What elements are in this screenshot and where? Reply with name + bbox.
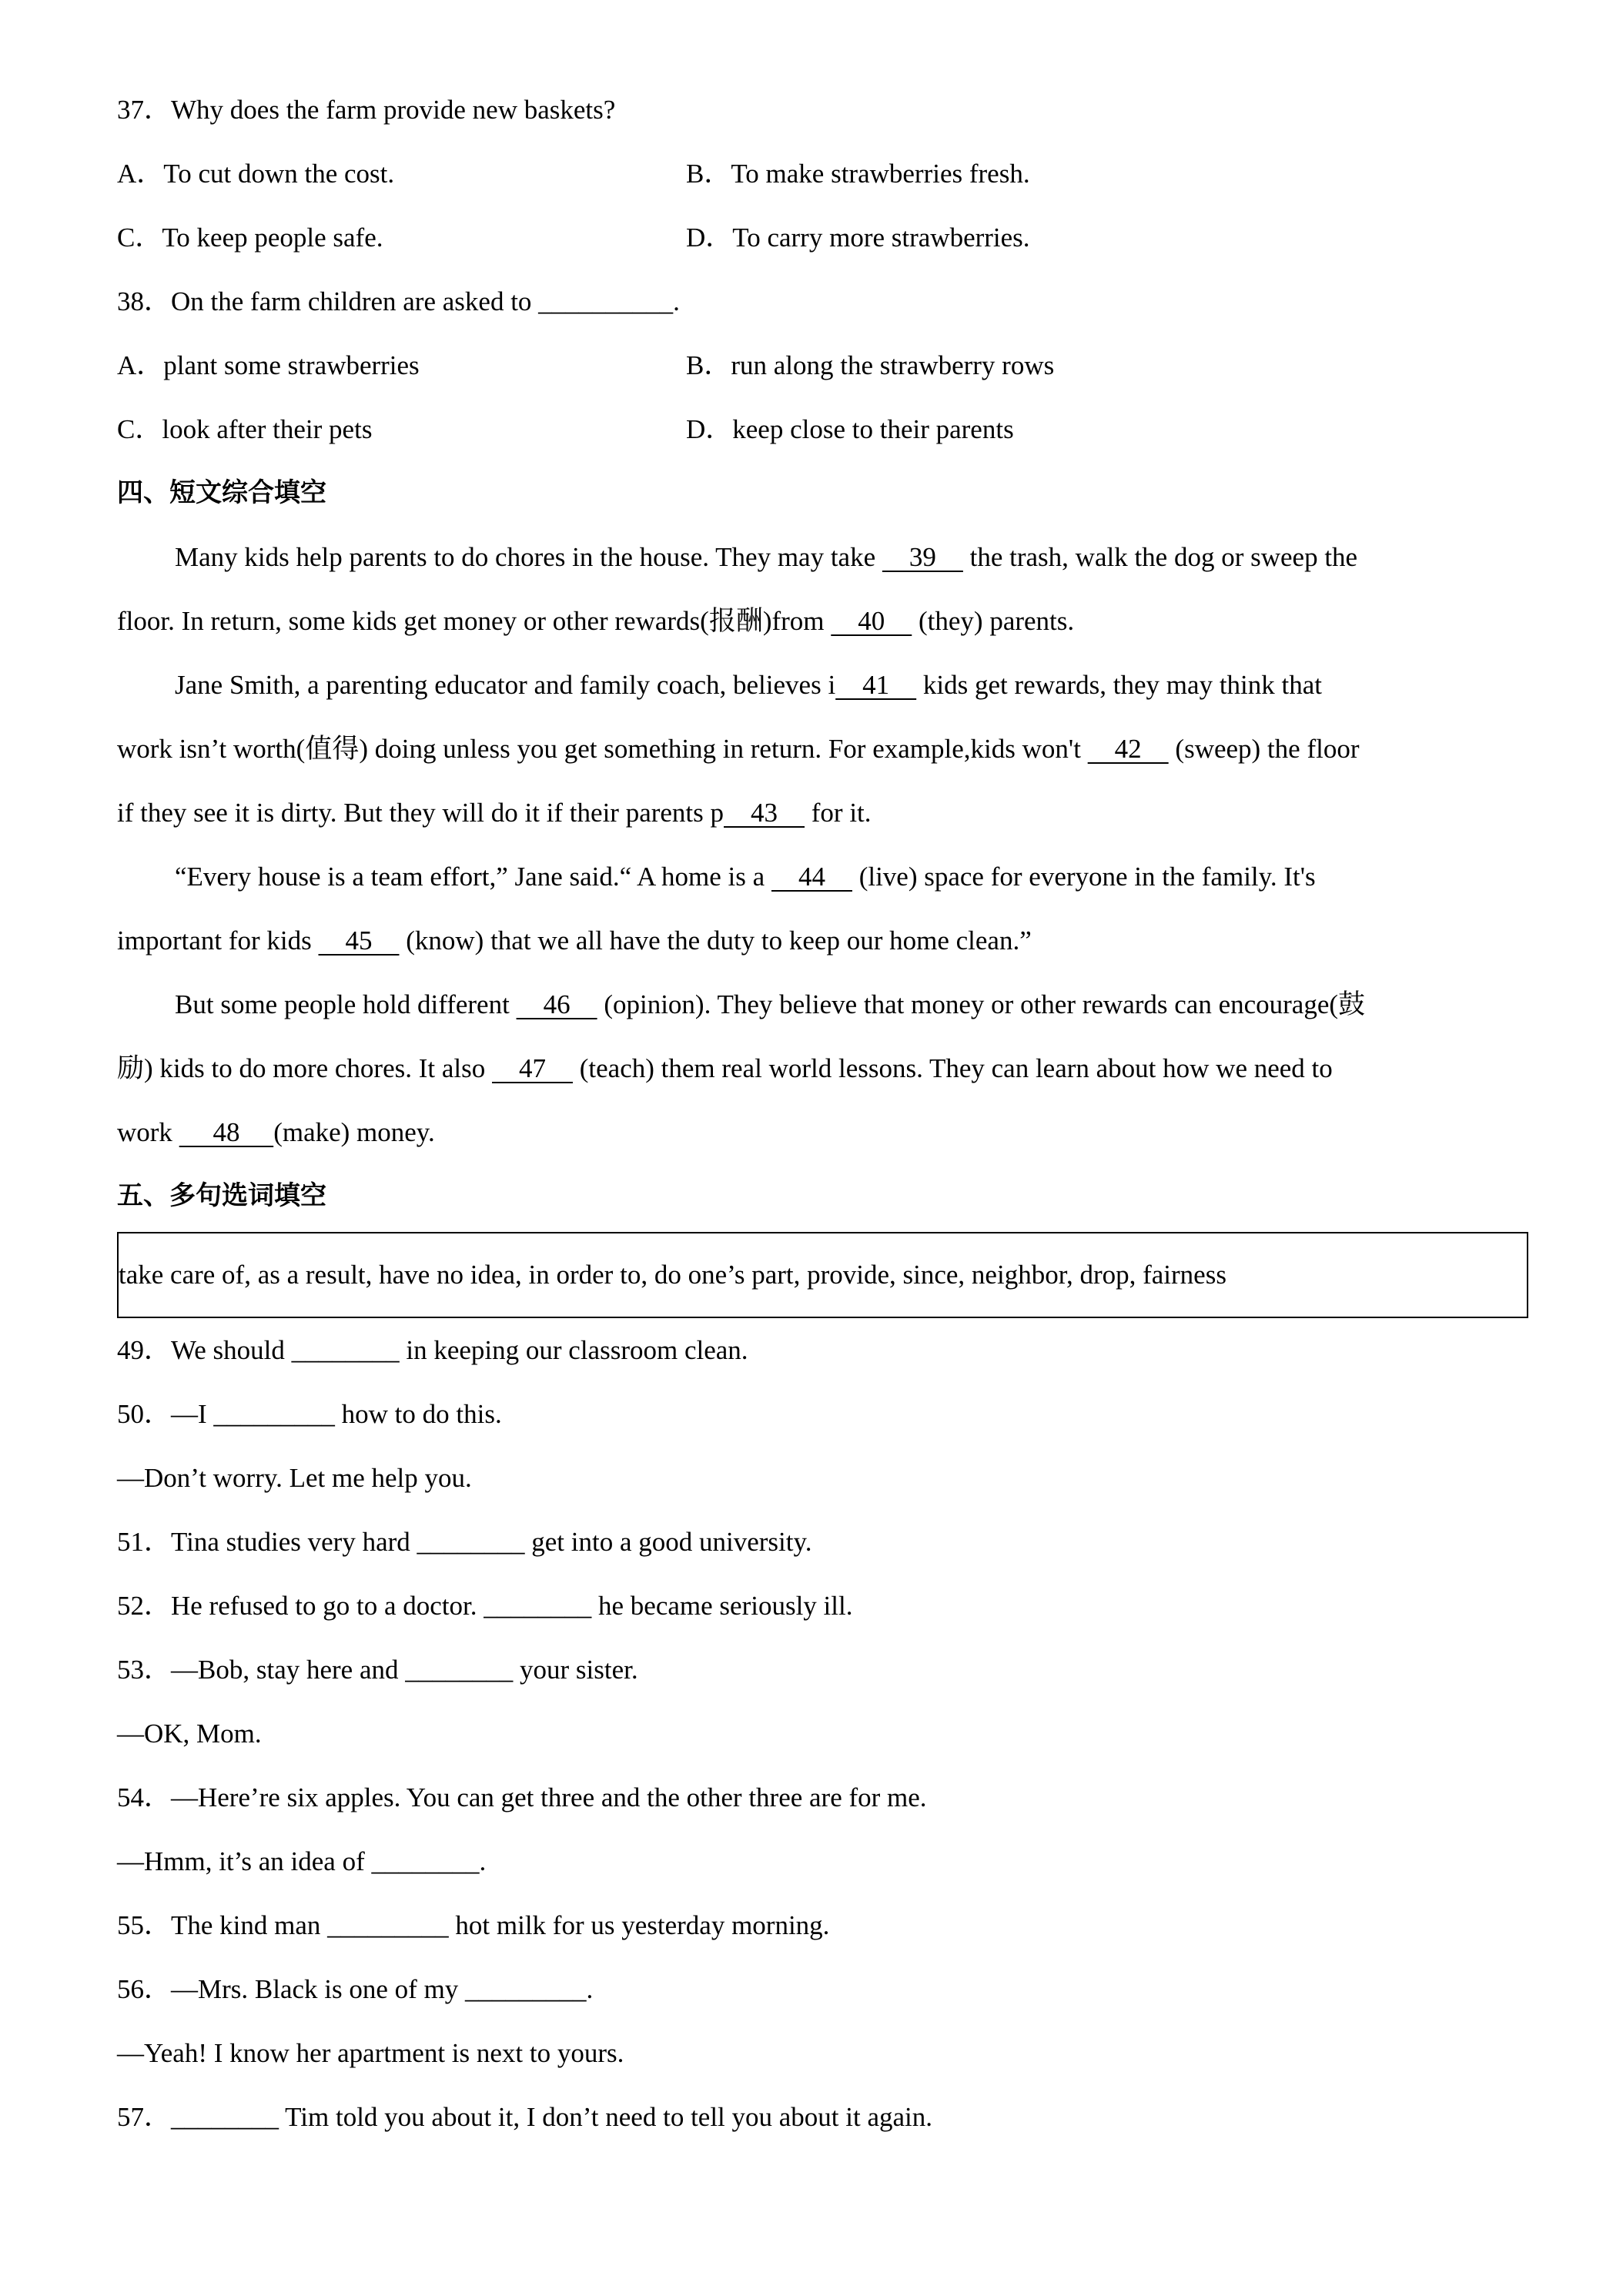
question-53-reply: —OK, Mom.	[117, 1719, 262, 1749]
question-38-option-c: C．look after their pets	[117, 414, 373, 444]
section-5-heading: 五、多句选词填空	[117, 1180, 326, 1211]
question-56: 56．—Mrs. Black is one of my _________.	[117, 1974, 594, 2004]
passage-line-6: “Every house is a team effort,” Jane said.“ A home is a 44 (live) space for everyone in the family. It's	[175, 862, 1316, 892]
question-37-option-c: C．To keep people safe.	[117, 223, 383, 253]
passage-line-3: Jane Smith, a parenting educator and family coach, believes i 41 kids get rewards, they may think that	[175, 670, 1323, 700]
question-57: 57．________ Tim told you about it, I don’t need to tell you about it again.	[117, 2102, 933, 2132]
question-38-option-a: A．plant some strawberries	[117, 350, 420, 380]
question-50: 50．—I _________ how to do this.	[117, 1399, 502, 1429]
question-38-option-b: B．run along the strawberry rows	[686, 350, 1055, 380]
word-bank-text: take care of, as a result, have no idea, in order to, do one’s part, provide, since, neighbor, drop, fairness	[119, 1260, 1226, 1290]
word-bank-box	[117, 1232, 1528, 1318]
passage-line-5: if they see it is dirty. But they will do it if their parents p 43 for it.	[117, 798, 872, 828]
passage-line-9: 励) kids to do more chores. It also 47 (teach) them real world lessons. They can learn about how we need to	[117, 1053, 1333, 1083]
section-4-heading: 四、短文综合填空	[117, 477, 326, 508]
question-37-stem: 37．Why does the farm provide new baskets?	[117, 95, 616, 125]
blank-42: 42	[1087, 734, 1169, 764]
blank-46: 46	[516, 989, 597, 1019]
question-38-option-d: D．keep close to their parents	[686, 414, 1014, 444]
question-55: 55．The kind man _________ hot milk for us yesterday morning.	[117, 1910, 830, 1940]
blank-48: 48	[179, 1117, 274, 1147]
blank-45: 45	[318, 925, 400, 956]
passage-line-7: important for kids 45 (know) that we all have the duty to keep our home clean.”	[117, 925, 1032, 956]
question-54-reply: —Hmm, it’s an idea of ________.	[117, 1846, 487, 1876]
question-37-option-b: B．To make strawberries fresh.	[686, 159, 1030, 189]
passage-line-1: Many kids help parents to do chores in the house. They may take 39 the trash, walk the dog or sweep the	[175, 542, 1358, 572]
question-52: 52．He refused to go to a doctor. ________ he became seriously ill.	[117, 1591, 853, 1621]
passage-line-2: floor. In return, some kids get money or other rewards(报酬)from 40 (they) parents.	[117, 606, 1075, 636]
blank-40: 40	[831, 606, 912, 636]
blank-41: 41	[835, 670, 917, 700]
question-54: 54．—Here’re six apples. You can get three and the other three are for me.	[117, 1782, 927, 1812]
blank-43: 43	[724, 798, 805, 828]
passage-line-4: work isn’t worth(值得) doing unless you get something in return. For example,kids won't 42 (sweep) the floor	[117, 734, 1360, 764]
blank-39: 39	[882, 542, 963, 572]
passage-line-10: work 48 (make) money.	[117, 1117, 435, 1147]
question-51: 51．Tina studies very hard ________ get into a good university.	[117, 1527, 812, 1557]
question-50-reply: —Don’t worry. Let me help you.	[117, 1463, 472, 1493]
question-37-option-d: D．To carry more strawberries.	[686, 223, 1030, 253]
passage-line-8: But some people hold different 46 (opinion). They believe that money or other rewards can encourage(鼓	[175, 989, 1366, 1019]
question-37-option-a: A．To cut down the cost.	[117, 159, 395, 189]
question-49: 49．We should ________ in keeping our classroom clean.	[117, 1335, 748, 1365]
question-53: 53．—Bob, stay here and ________ your sister.	[117, 1655, 638, 1685]
blank-44: 44	[771, 862, 852, 892]
blank-47: 47	[492, 1053, 573, 1083]
question-56-reply: —Yeah! I know her apartment is next to yours.	[117, 2038, 624, 2068]
question-38-stem: 38．On the farm children are asked to __________.	[117, 286, 680, 316]
